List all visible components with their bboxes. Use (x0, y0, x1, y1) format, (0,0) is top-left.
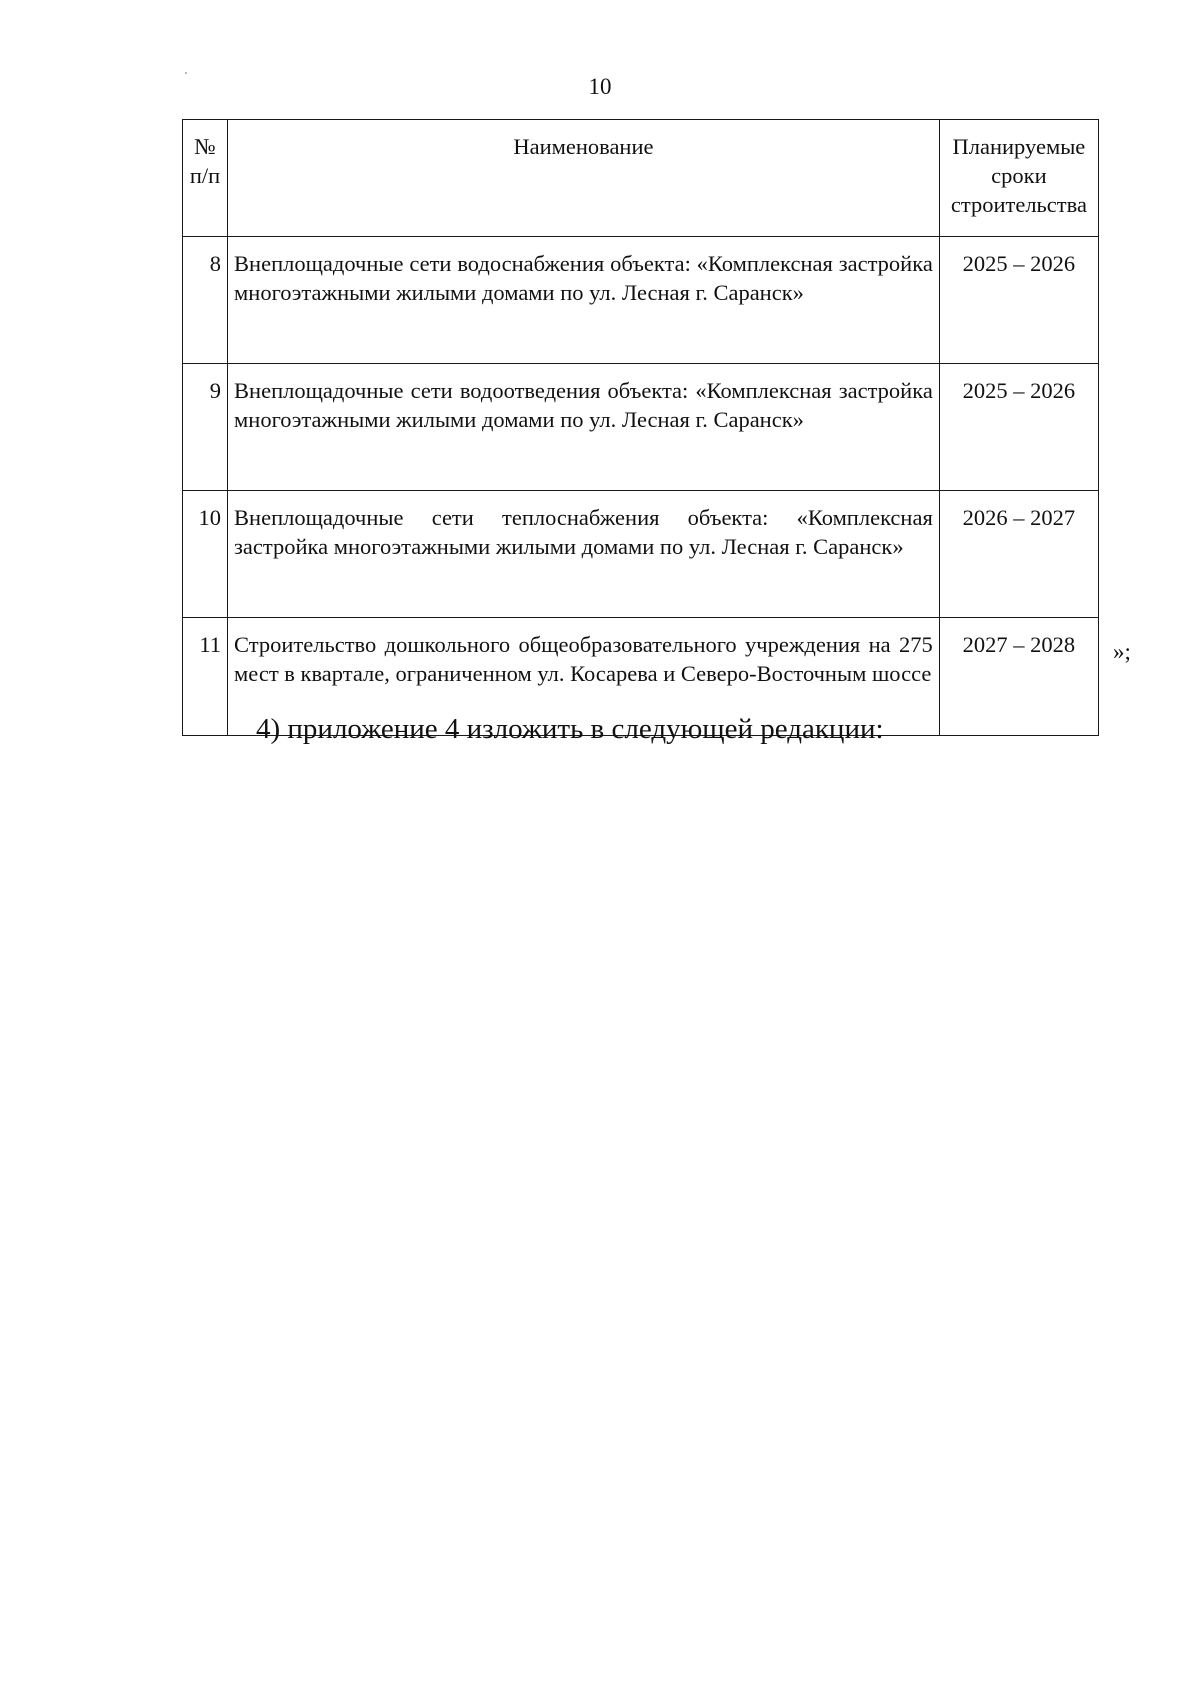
table-row (183, 491, 1099, 618)
row-term: 2027 – 2028 (939, 618, 1098, 736)
closing-quote: »; (1113, 639, 1131, 664)
row-term: 2026 – 2027 (939, 491, 1098, 618)
row-term: 2025 – 2026 (939, 237, 1098, 364)
row-name: Внеплощадочные сети водоснабжения объекта: «Комплексная застройка многоэтажными жилыми домами по ул. Лесная г. Саранск» (228, 237, 940, 364)
amendment-item: 4) приложение 4 изложить в следующей редакции: (256, 713, 884, 745)
row-term: 2025 – 2026 (939, 364, 1098, 491)
page-number: 10 (588, 74, 612, 99)
row-name: Внеплощадочные сети водоотведения объекта: «Комплексная застройка многоэтажными жилыми домами по ул. Лесная г. Саранск» (228, 364, 940, 491)
construction-schedule-table (182, 119, 1099, 736)
row-number: 9 (183, 364, 228, 491)
row-number: 11 (183, 618, 228, 736)
header-term: Планируемые сроки строительства (939, 120, 1098, 237)
row-number: 8 (183, 237, 228, 364)
row-name: Внеплощадочные сети теплоснабжения объекта: «Комплексная застройка многоэтажными жилыми домами по ул. Лесная г. Саранск» (228, 491, 940, 618)
table-row (183, 364, 1099, 491)
row-name: Строительство дошкольного общеобразовательного учреждения на 275 мест в квартале, ограниченном ул. Косарева и Северо-Восточным шоссе (228, 618, 940, 736)
table-row (183, 237, 1099, 364)
table-header-row (183, 120, 1099, 237)
row-number: 10 (183, 491, 228, 618)
header-num: № п/п (183, 120, 228, 237)
header-name: Наименование (228, 120, 940, 237)
